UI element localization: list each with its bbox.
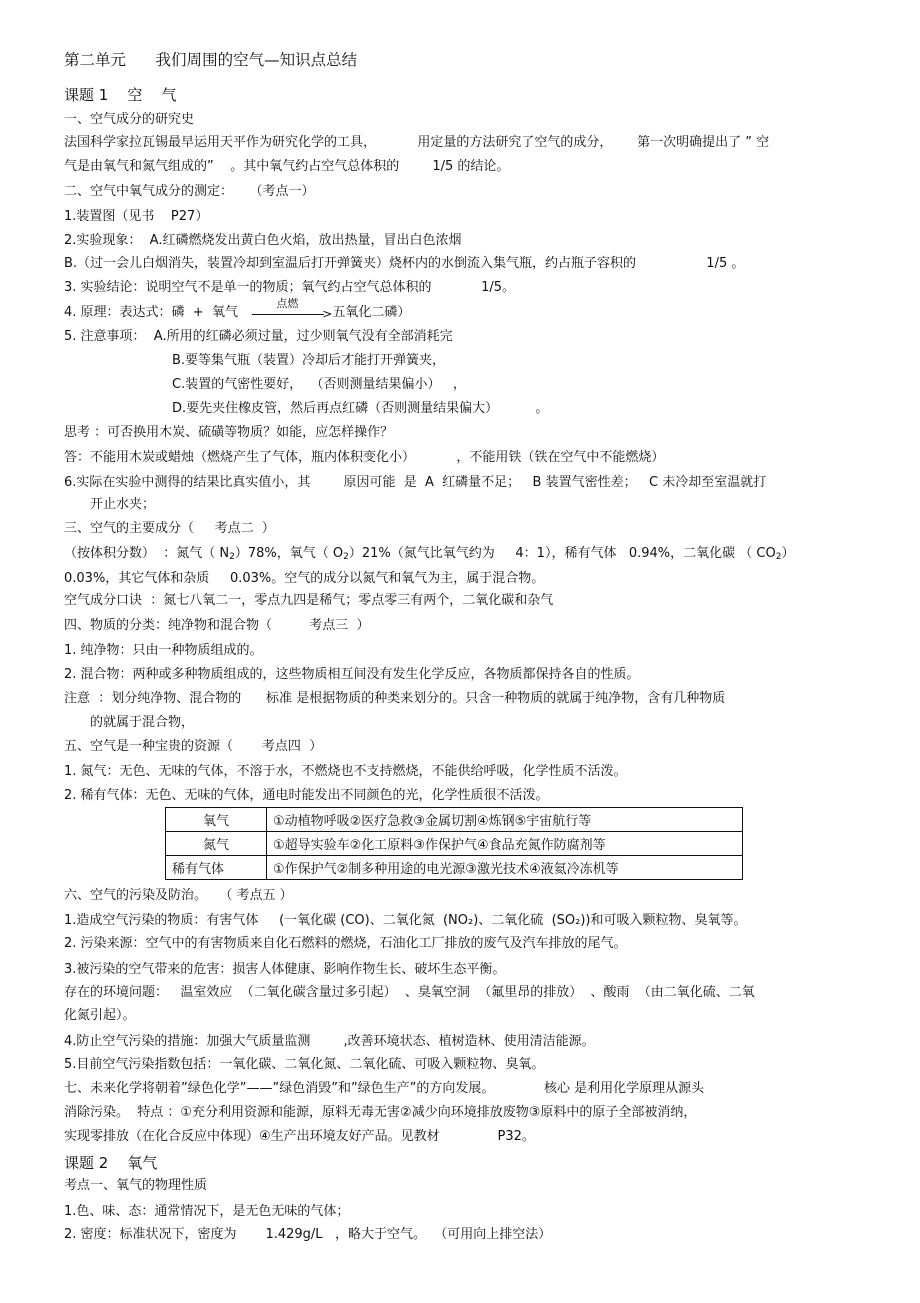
reaction-product: 五氧化二磷） [332, 305, 411, 320]
list-item: 3. 实验结论：说明空气不是单一的物质；氧气约占空气总体积的 1/5。 [64, 280, 516, 295]
lesson-2-heading: 课题 2 氧气 [64, 1154, 158, 1172]
paragraph: 0.03%，其它气体和杂质 0.03%。空气的成分以氮气和氧气为主，属于混合物。 [64, 571, 545, 586]
list-item: 1. 纯净物：只由一种物质组成的。 [64, 643, 263, 658]
list-item: 2. 密度：标准状况下，密度为 1.429g/L ，略大于空气。 （可用向上排空法） [64, 1227, 552, 1242]
reaction-reactants: 4. 原理：表达式：磷 + 氧气 [64, 305, 251, 320]
list-item: 1. 氮气：无色、无味的气体，不溶于水，不燃烧也不支持燃烧，不能供给呼吸，化学性质不活泼。 [64, 764, 627, 779]
subscript: 2 [229, 552, 235, 562]
section-5-heading: 五、空气是一种宝贵的资源（ 考点四 ） [64, 739, 323, 754]
subsection-heading: 考点一、氧气的物理性质 [64, 1178, 208, 1193]
list-item: C.装置的气密性要好， （否则测量结果偏小） ， [172, 377, 466, 392]
subscript: 2 [343, 552, 349, 562]
paragraph: 化氮引起）。 [64, 1008, 136, 1023]
section-3-heading: 三、空气的主要成分（ 考点二 ） [64, 521, 275, 536]
subscript: 2 [775, 552, 782, 562]
table-row [166, 856, 743, 880]
reaction-equation [64, 297, 411, 321]
paragraph: 实现零排放（在化合反应中体现）④生产出环境友好产品。见教材 P32。 [64, 1129, 535, 1144]
question: 思考 ：可否换用木炭、硫磺等物质？如能，应怎样操作？ [64, 425, 394, 440]
list-item: 2.实验现象： A.红磷燃烧发出黄白色火焰，放出热量，冒出白色浓烟 [64, 233, 462, 248]
paragraph: 消除污染。 特点 ：①充分利用资源和能源，原料无毒无害②减少向环境排放废物③原料中的原子全部被消纳， [64, 1105, 697, 1120]
paragraph: 气是由氧气和氮气组成的” 。其中氧气约占空气总体积的 1/5 的结论。 [64, 159, 510, 174]
table-cell-gas: 氮气 [166, 832, 267, 856]
list-item: 2. 污染来源：空气中的有害物质来自化石燃料的燃烧，石油化工厂排放的废气及汽车排放的尾气。 [64, 936, 627, 951]
paragraph: 存在的环境问题： 温室效应 （二氧化碳含量过多引起） 、臭氧空洞 （氟里昂的排放） 、酸雨 （由二氧化硫、二氧 [64, 985, 755, 1000]
table-cell-gas: 稀有气体 [166, 856, 267, 880]
text: ）78%，氧气（ O [234, 546, 344, 561]
list-item: 1.装置图（见书 P27） [64, 209, 209, 224]
note: 注意 ：划分纯净物、混合物的 标准 是根据物质的种类来划分的。只含一种物质的就属于纯净物，含有几种物质 [64, 691, 726, 706]
list-item: 5.目前空气污染指数包括：一氧化碳、二氧化氮、二氧化硫、可吸入颗粒物、臭氧。 [64, 1057, 545, 1072]
lesson-1-heading: 课题 1 空 气 [64, 86, 177, 104]
section-2-heading: 二、空气中氧气成分的测定： （考点一） [64, 184, 315, 199]
text: ） [781, 546, 795, 561]
reaction-arrow [250, 297, 333, 321]
table-cell-uses: ①超导实验车②化工原料③作保护气④食品充氮作防腐剂等 [267, 832, 743, 856]
reaction-condition: 点燃 [276, 297, 299, 310]
list-item: 1.造成空气污染的物质：有害气体 (一氧化碳 (CO)、二氧化氮 (NO₂)、二氧化硫 (SO₂))和可吸入颗粒物、臭氧等。 [64, 913, 747, 928]
note: 的就属于混合物， [90, 715, 195, 730]
section-1-heading: 一、空气成分的研究史 [64, 112, 195, 127]
arrow-line [252, 314, 324, 315]
table-cell-uses: ①作保护气②制多种用途的电光源③激光技术④液氦冷冻机等 [267, 856, 743, 880]
text: （按体积分数） ：氮气（ N [64, 546, 230, 561]
table-row [166, 808, 743, 832]
list-item: 开止水夹； [90, 497, 156, 512]
table-cell-uses: ①动植物呼吸②医疗急救③金属切割④炼钢⑤宇宙航行等 [267, 808, 743, 832]
arrow-right-icon: > [322, 307, 333, 321]
list-item: 5. 注意事项： A.所用的红磷必须过量，过少则氧气没有全部消耗完 [64, 329, 453, 344]
list-item: D.要先夹住橡皮管，然后再点红磷（否则测量结果偏大） 。 [172, 401, 549, 416]
text: ）21%（氮气比氧气约为 4：1），稀有气体 0.94%，二氧化碳 （ CO [348, 546, 776, 561]
section-6-heading: 六、空气的污染及防治。 （ 考点五 ） [64, 888, 293, 903]
list-item: 1.色、味、态：通常情况下，是无色无味的气体； [64, 1204, 350, 1219]
list-item: B.（过一会儿白烟消失，装置冷却到室温后打开弹簧夹）烧杯内的水倒流入集气瓶，约占瓶子容积的 1/5 。 [64, 256, 745, 271]
list-item: 3.被污染的空气带来的危害：损害人体健康、影响作物生长、破坏生态平衡。 [64, 962, 506, 977]
list-item: 2. 混合物：两种或多种物质组成的，这些物质相互间没有发生化学反应，各物质都保持各自的性质。 [64, 667, 640, 682]
list-item: 4.防止空气污染的措施：加强大气质量监测 ,改善环境状态、植树造林、使用清洁能源。 [64, 1034, 595, 1049]
table-row [166, 832, 743, 856]
page-title: 第二单元 我们周围的空气—知识点总结 [64, 51, 358, 69]
table-cell-gas: 氧气 [166, 808, 267, 832]
paragraph [64, 546, 794, 562]
answer: 答：不能用木炭或蜡烛（燃烧产生了气体，瓶内体积变化小） ，不能用铁（铁在空气中不能燃烧） [64, 450, 665, 465]
list-item: B.要等集气瓶（装置）冷却后才能打开弹簧夹， [172, 353, 446, 368]
section-7-heading: 七、未来化学将朝着”绿色化学”——”绿色消毁”和”绿色生产”的方向发展。 核心 是利用化学原理从源头 [64, 1081, 705, 1096]
gas-uses-table [165, 807, 743, 880]
mnemonic: 空气成分口诀 ：氮七八氧二一，零点九四是稀气；零点零三有两个，二氧化碳和杂气 [64, 593, 554, 608]
list-item: 6.实际在实验中测得的结果比真实值小，其 原因可能 是 A 红磷量不足； B 装置气密性差； C 未冷却至室温就打 [64, 475, 767, 490]
section-4-heading: 四、物质的分类：纯净物和混合物（ 考点三 ） [64, 618, 370, 633]
paragraph: 法国科学家拉瓦锡最早运用天平作为研究化学的工具， 用定量的方法研究了空气的成分， 第一次明确提出了 ” 空 [64, 135, 770, 150]
list-item: 2. 稀有气体：无色、无味的气体，通电时能发出不同颜色的光，化学性质很不活泼。 [64, 788, 549, 803]
